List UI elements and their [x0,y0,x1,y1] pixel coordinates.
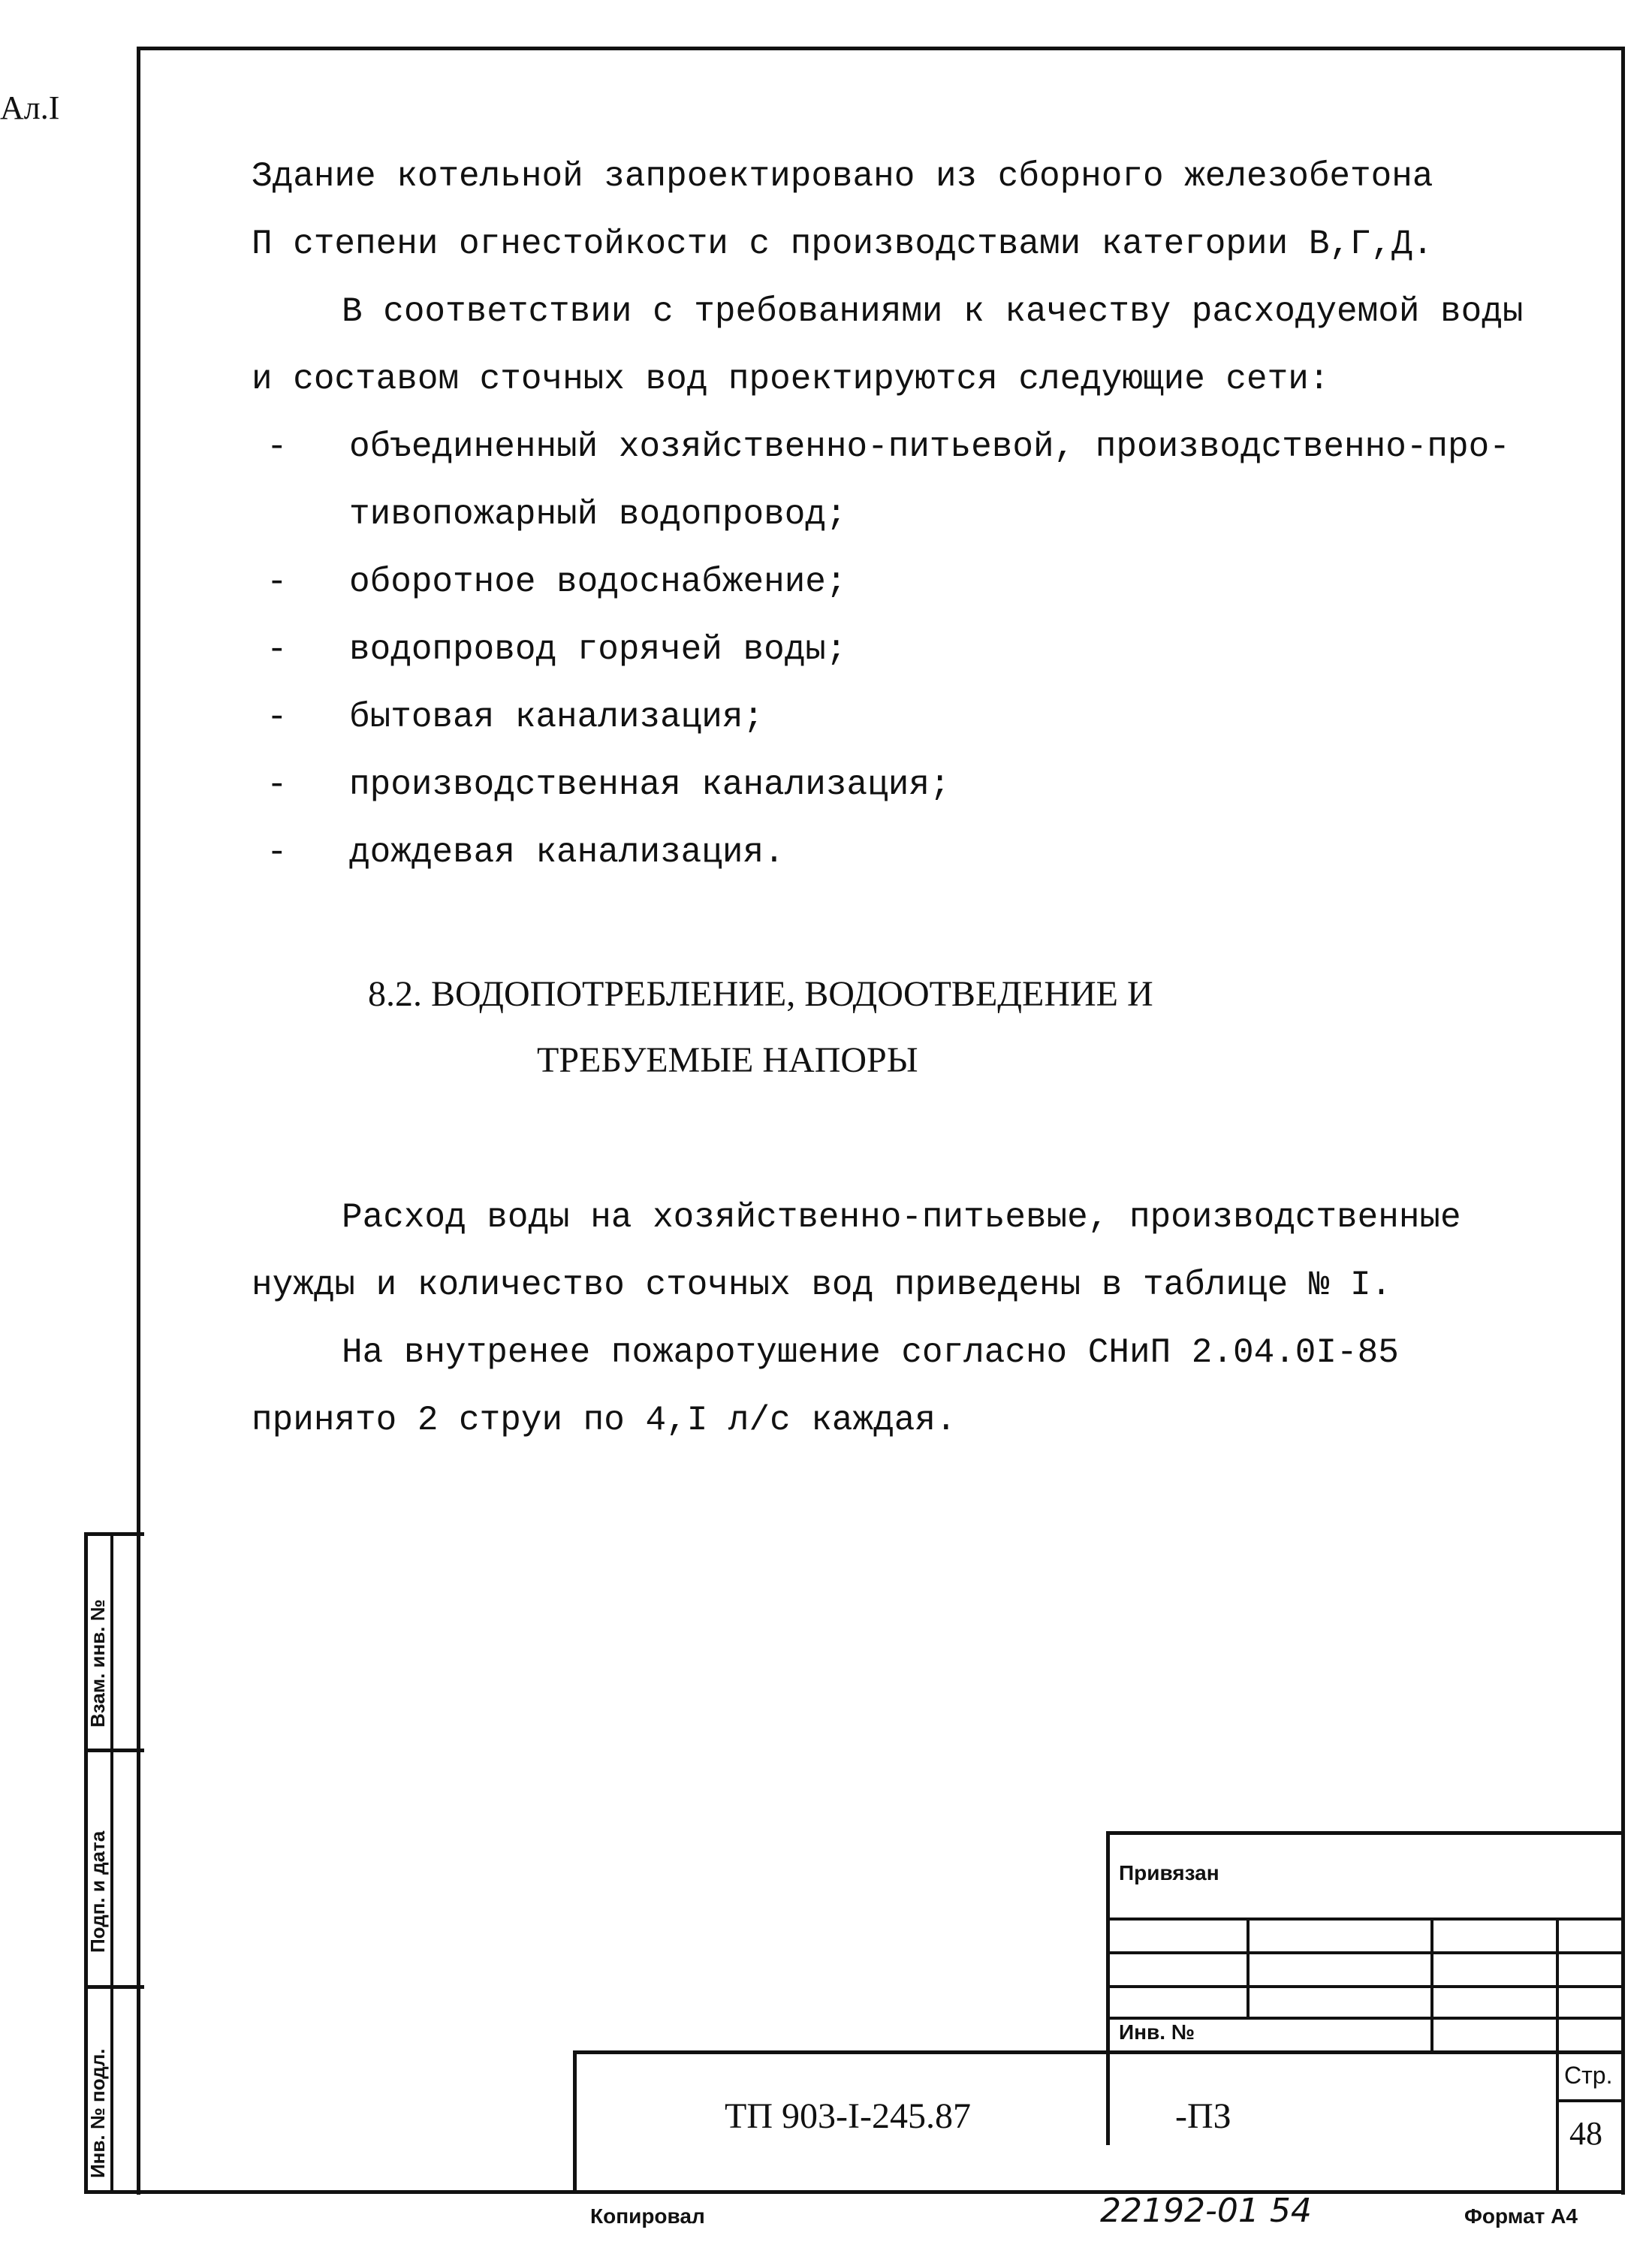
list-dash: - [267,630,288,669]
page-label: Стр. [1564,2062,1613,2089]
side-stamp [84,1532,140,2194]
privyazan-label: Привязан [1119,1861,1219,1884]
list-item-text: бытовая канализация; [349,698,764,737]
list-item-text: тивопожарный водопровод; [349,495,847,534]
list-item [252,683,1618,751]
list-dash: - [267,427,288,466]
list-item [252,616,1618,683]
tb-grid-line [1106,1918,1625,1921]
tb-grid-line [1106,1985,1625,1988]
sheet-label: Ал.I [0,89,60,126]
list-item-text: водопровод горячей воды; [349,630,847,669]
intro-line-2: П степени огнестойкости с производствами категории В,Г,Д. [252,225,1433,264]
document-code: ТП 903-I-245.87 [725,2096,971,2136]
fire-line-1: На внутренее пожаротушение согласно СНиП 2.04.0I-85 [342,1333,1399,1372]
section-heading-line-2: ТРЕБУЕМЫЕ НАПОРЫ [537,1040,918,1080]
list-dash: - [267,765,288,804]
page-number: 48 [1569,2115,1602,2152]
side-stamp-separator [88,1985,144,1989]
tb-left-edge [1106,1831,1110,2145]
list-item-continuation [252,481,1618,548]
requirements-line-2: и составом сточных вод проектируются следующие сети: [252,360,1330,399]
side-stamp-divider [110,1532,113,2194]
side-stamp-separator [88,1749,144,1752]
usage-line-1: Расход воды на хозяйственно-питьевые, производственные [342,1198,1461,1237]
intro-line-1: Здание котельной запроектировано из сборного железобетона [252,157,1433,196]
tb-grid-col [1247,1918,1250,2017]
list-item-text: дождевая канализация. [349,833,785,872]
tb-main-left [573,2050,577,2194]
format-label: Формат А4 [1464,2204,1578,2228]
tb-page-sep [1556,2099,1625,2102]
side-label-vzam-inv: Взам. инв. № [86,1599,109,1727]
list-item-text: производственная канализация; [349,765,951,804]
bottom-rule [84,2190,1625,2194]
list-item [252,751,1618,819]
side-stamp-separator [88,1532,144,1536]
handwritten-number: 22192-01 54 [1100,2192,1312,2230]
usage-line-2: нужды и количество сточных вод приведены в таблице № I. [252,1266,1392,1305]
side-label-podp-data: Подп. и дата [86,1830,109,1953]
tb-grid-line [1106,1951,1625,1954]
list-item [252,413,1618,481]
requirements-line-1: В соответствии с требованиями к качеству расходуемой воды [342,292,1524,331]
fire-line-2: принято 2 струи по 4,I л/с каждая. [252,1401,957,1440]
side-label-inv-podl: Инв. № подл. [86,2048,109,2178]
list-item [252,819,1618,886]
list-item-text: объединенный хозяйственно-питьевой, производственно-про- [349,427,1510,466]
list-item-text: оборотное водоснабжение; [349,563,847,602]
section-heading-line-1: 8.2. ВОДОПОТРЕБЛЕНИЕ, ВОДООТВЕДЕНИЕ И [368,974,1153,1014]
inv-no-label: Инв. № [1119,2020,1195,2044]
list-item [252,548,1618,616]
tb-main-top [573,2050,1625,2054]
tb-grid-col [1430,1918,1433,2053]
tb-grid-line [1106,2017,1625,2020]
tb-top-edge [1106,1831,1625,1835]
main-text [252,143,1618,1454]
kopiroval-label: Копировал [590,2204,705,2228]
document-suffix: -ПЗ [1175,2096,1231,2136]
list-dash: - [267,698,288,737]
list-dash: - [267,563,288,602]
list-dash: - [267,833,288,872]
